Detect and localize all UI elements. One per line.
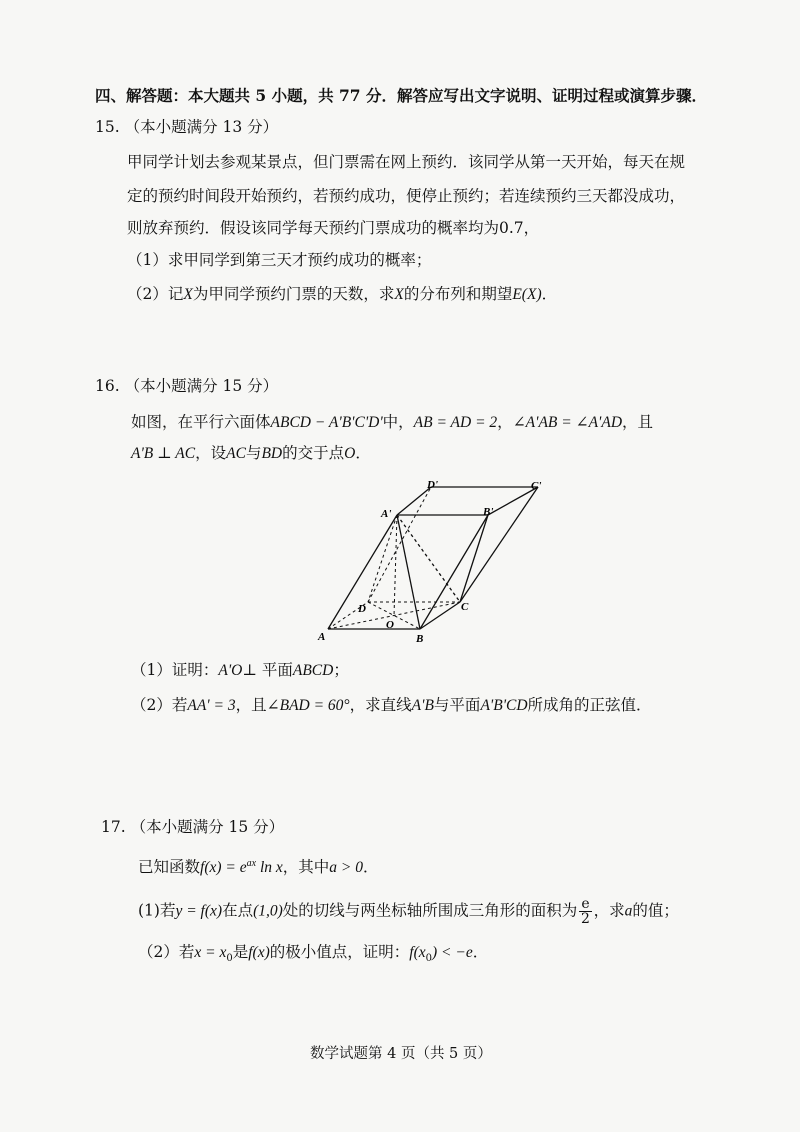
q16-var-bd: BD <box>261 445 283 462</box>
q16-eq-bad: ∠BAD = 60° <box>266 697 350 714</box>
q15-number: 15. <box>95 118 120 136</box>
q16-plane-abcd: ABCD <box>292 662 334 679</box>
q17-part-1-text-b: 在点 <box>222 901 254 920</box>
q17-result-end: ) < −e <box>432 944 473 961</box>
q15-part-2-text-a: （2）记 <box>127 285 184 303</box>
q16-text-2b: 与 <box>245 444 262 462</box>
q15-stem-line-2: 定的预约时间段开始预约，若预约成功，便停止预约；若连续预约三天都没成功， <box>127 187 686 205</box>
segment-a1c-dash <box>397 515 460 602</box>
section-header: 四、解答题：本大题共 5 小题，共 77 分．解答应写出文字说明、证明过程或演算步骤． <box>95 86 707 105</box>
q16-part-2-text-a: （2）若 <box>131 696 188 714</box>
q17-text-a: 已知函数 <box>138 858 201 877</box>
q15-part-2-end: ． <box>541 285 558 303</box>
q16-part-2-text-b: ，且 <box>235 696 267 714</box>
edge-cc1 <box>460 487 538 602</box>
q16-score: （本小题满分 15 分） <box>124 377 279 395</box>
q15-part-2-text-c: 的分布列和期望 <box>403 285 513 303</box>
label-c: C <box>461 601 469 613</box>
label-d-prime: D' <box>427 479 438 491</box>
q16-text-1d: ，且 <box>622 413 654 431</box>
q17-condition: a > 0 <box>329 859 363 877</box>
q17-number: 17. <box>101 818 126 836</box>
q17-part-1-text-a: (1)若 <box>138 901 176 920</box>
q17-y-eq: y = f(x) <box>175 902 223 920</box>
edge-dd1-dash <box>368 487 431 602</box>
q15-heading <box>95 117 278 137</box>
q16-number: 16. <box>95 377 120 395</box>
q16-heading <box>95 376 278 396</box>
q17-ln: ln x <box>256 859 283 877</box>
q17-point: (1,0) <box>253 902 283 920</box>
edge-bb1 <box>420 515 488 629</box>
q16-part-1-text-b: ⊥ 平面 <box>242 661 293 679</box>
q16-a1o: A'O <box>218 662 243 679</box>
q17-part-2-text-a: （2）若 <box>138 943 195 961</box>
segment-a1d-dash <box>368 515 397 602</box>
q17-part-1-text-e: 的值； <box>632 901 679 920</box>
segment-b1c <box>460 515 488 602</box>
q16-text-1b: 中， <box>382 413 414 431</box>
q15-part-2 <box>127 284 557 305</box>
label-a-prime: A' <box>381 508 392 520</box>
q16-part-2-text-e: 所成角的正弦值． <box>527 696 652 714</box>
q15-part-2-text-b: 为甲同学预约门票的天数，求 <box>192 285 395 303</box>
q16-text-2c: 的交于点 <box>282 444 345 462</box>
q16-eq-aa1: AA' = 3 <box>187 697 236 714</box>
q16-text-1c: ， <box>497 413 513 431</box>
label-o: O <box>386 619 394 631</box>
q17-fraction <box>579 897 591 926</box>
segment-a1o-dash <box>394 515 397 616</box>
label-b: B <box>416 633 424 645</box>
q15-var-x: X <box>183 286 193 303</box>
q15-part-1: （1）求甲同学到第三天才预约成功的概率； <box>127 251 432 269</box>
q16-part-2-text-d: 与平面 <box>433 696 481 714</box>
q17-part-2-text-c: 的极小值点，证明： <box>269 943 410 961</box>
q16-eq-angles: ∠A'AB = ∠A'AD <box>512 414 623 431</box>
q16-var-o: O <box>344 445 356 462</box>
q16-plane-a1b1cd: A'B'CD <box>480 697 528 714</box>
q17-text-c: ． <box>363 858 379 877</box>
q17-part-2 <box>138 942 488 969</box>
label-a: A <box>318 631 326 643</box>
q16-text-2d: ． <box>355 444 371 462</box>
q17-part-1-text-c: 处的切线与两坐标轴所围成三角形的面积为 <box>282 901 578 920</box>
q15-expectation: E(X) <box>512 286 542 303</box>
q17-part-1-text-d: ，求 <box>593 901 625 920</box>
label-b-prime: B' <box>483 506 494 518</box>
q17-part-2-text-b: 是 <box>232 943 249 961</box>
q17-x-sub: 0 <box>226 953 233 965</box>
q15-stem-line-3: 则放弃预约．假设该同学每天预约门票成功的概率均为0.7， <box>127 219 540 237</box>
q17-part-2-text-d: ． <box>472 943 489 961</box>
q16-text-2a: ，设 <box>195 444 227 462</box>
q16-eq-perp: A'B ⊥ AC <box>131 445 196 462</box>
q17-frac-den: 2 <box>581 911 590 927</box>
edge-a1d1 <box>397 487 431 515</box>
q16-solid: ABCD − A'B'C'D' <box>270 414 383 431</box>
label-d: D <box>358 603 366 615</box>
q17-score: （本小题满分 15 分） <box>130 818 285 836</box>
q17-heading <box>101 817 284 837</box>
label-c-prime: C' <box>531 480 542 492</box>
q17-result: f(x <box>409 944 426 961</box>
q17-stem <box>138 854 379 878</box>
q16-part-1-text-a: （1）证明： <box>131 661 219 679</box>
q16-part-2 <box>131 695 652 716</box>
q15-var-x-2: X <box>394 286 404 303</box>
q15-stem-line-1: 甲同学计划去参观某景点，但门票需在网上预约．该同学从第一天开始，每天在规 <box>127 153 686 171</box>
q17-var-a: a <box>624 902 633 920</box>
q17-x-eq: x = x <box>194 944 227 961</box>
q17-part-1 <box>138 897 679 926</box>
page-footer: 数学试题第 4 页（共 5 页） <box>310 1046 492 1062</box>
q17-text-b: ，其中 <box>282 858 330 877</box>
q16-stem-line-1 <box>131 412 653 433</box>
q17-result-sub: 0 <box>425 953 432 965</box>
q16-eq-ab-ad: AB = AD = 2 <box>413 414 498 431</box>
q16-text-1a: 如图，在平行六面体 <box>131 413 271 431</box>
q16-var-ac: AC <box>226 445 246 462</box>
q15-score: （本小题满分 13 分） <box>124 118 279 136</box>
q16-part-2-text-c: ，求直线 <box>349 696 412 714</box>
q16-part-1 <box>131 660 349 681</box>
q17-frac-num: e <box>581 896 590 912</box>
q16-part-1-text-c: ； <box>333 661 349 679</box>
q16-line-a1b: A'B <box>411 697 434 714</box>
q16-stem-line-2 <box>131 443 371 464</box>
q17-exponent: ax <box>246 858 257 869</box>
q17-function: f(x) = e <box>200 859 247 877</box>
q16-parallelepiped-figure <box>300 470 560 650</box>
q17-fx: f(x) <box>248 944 270 961</box>
segment-a1b <box>397 515 420 629</box>
